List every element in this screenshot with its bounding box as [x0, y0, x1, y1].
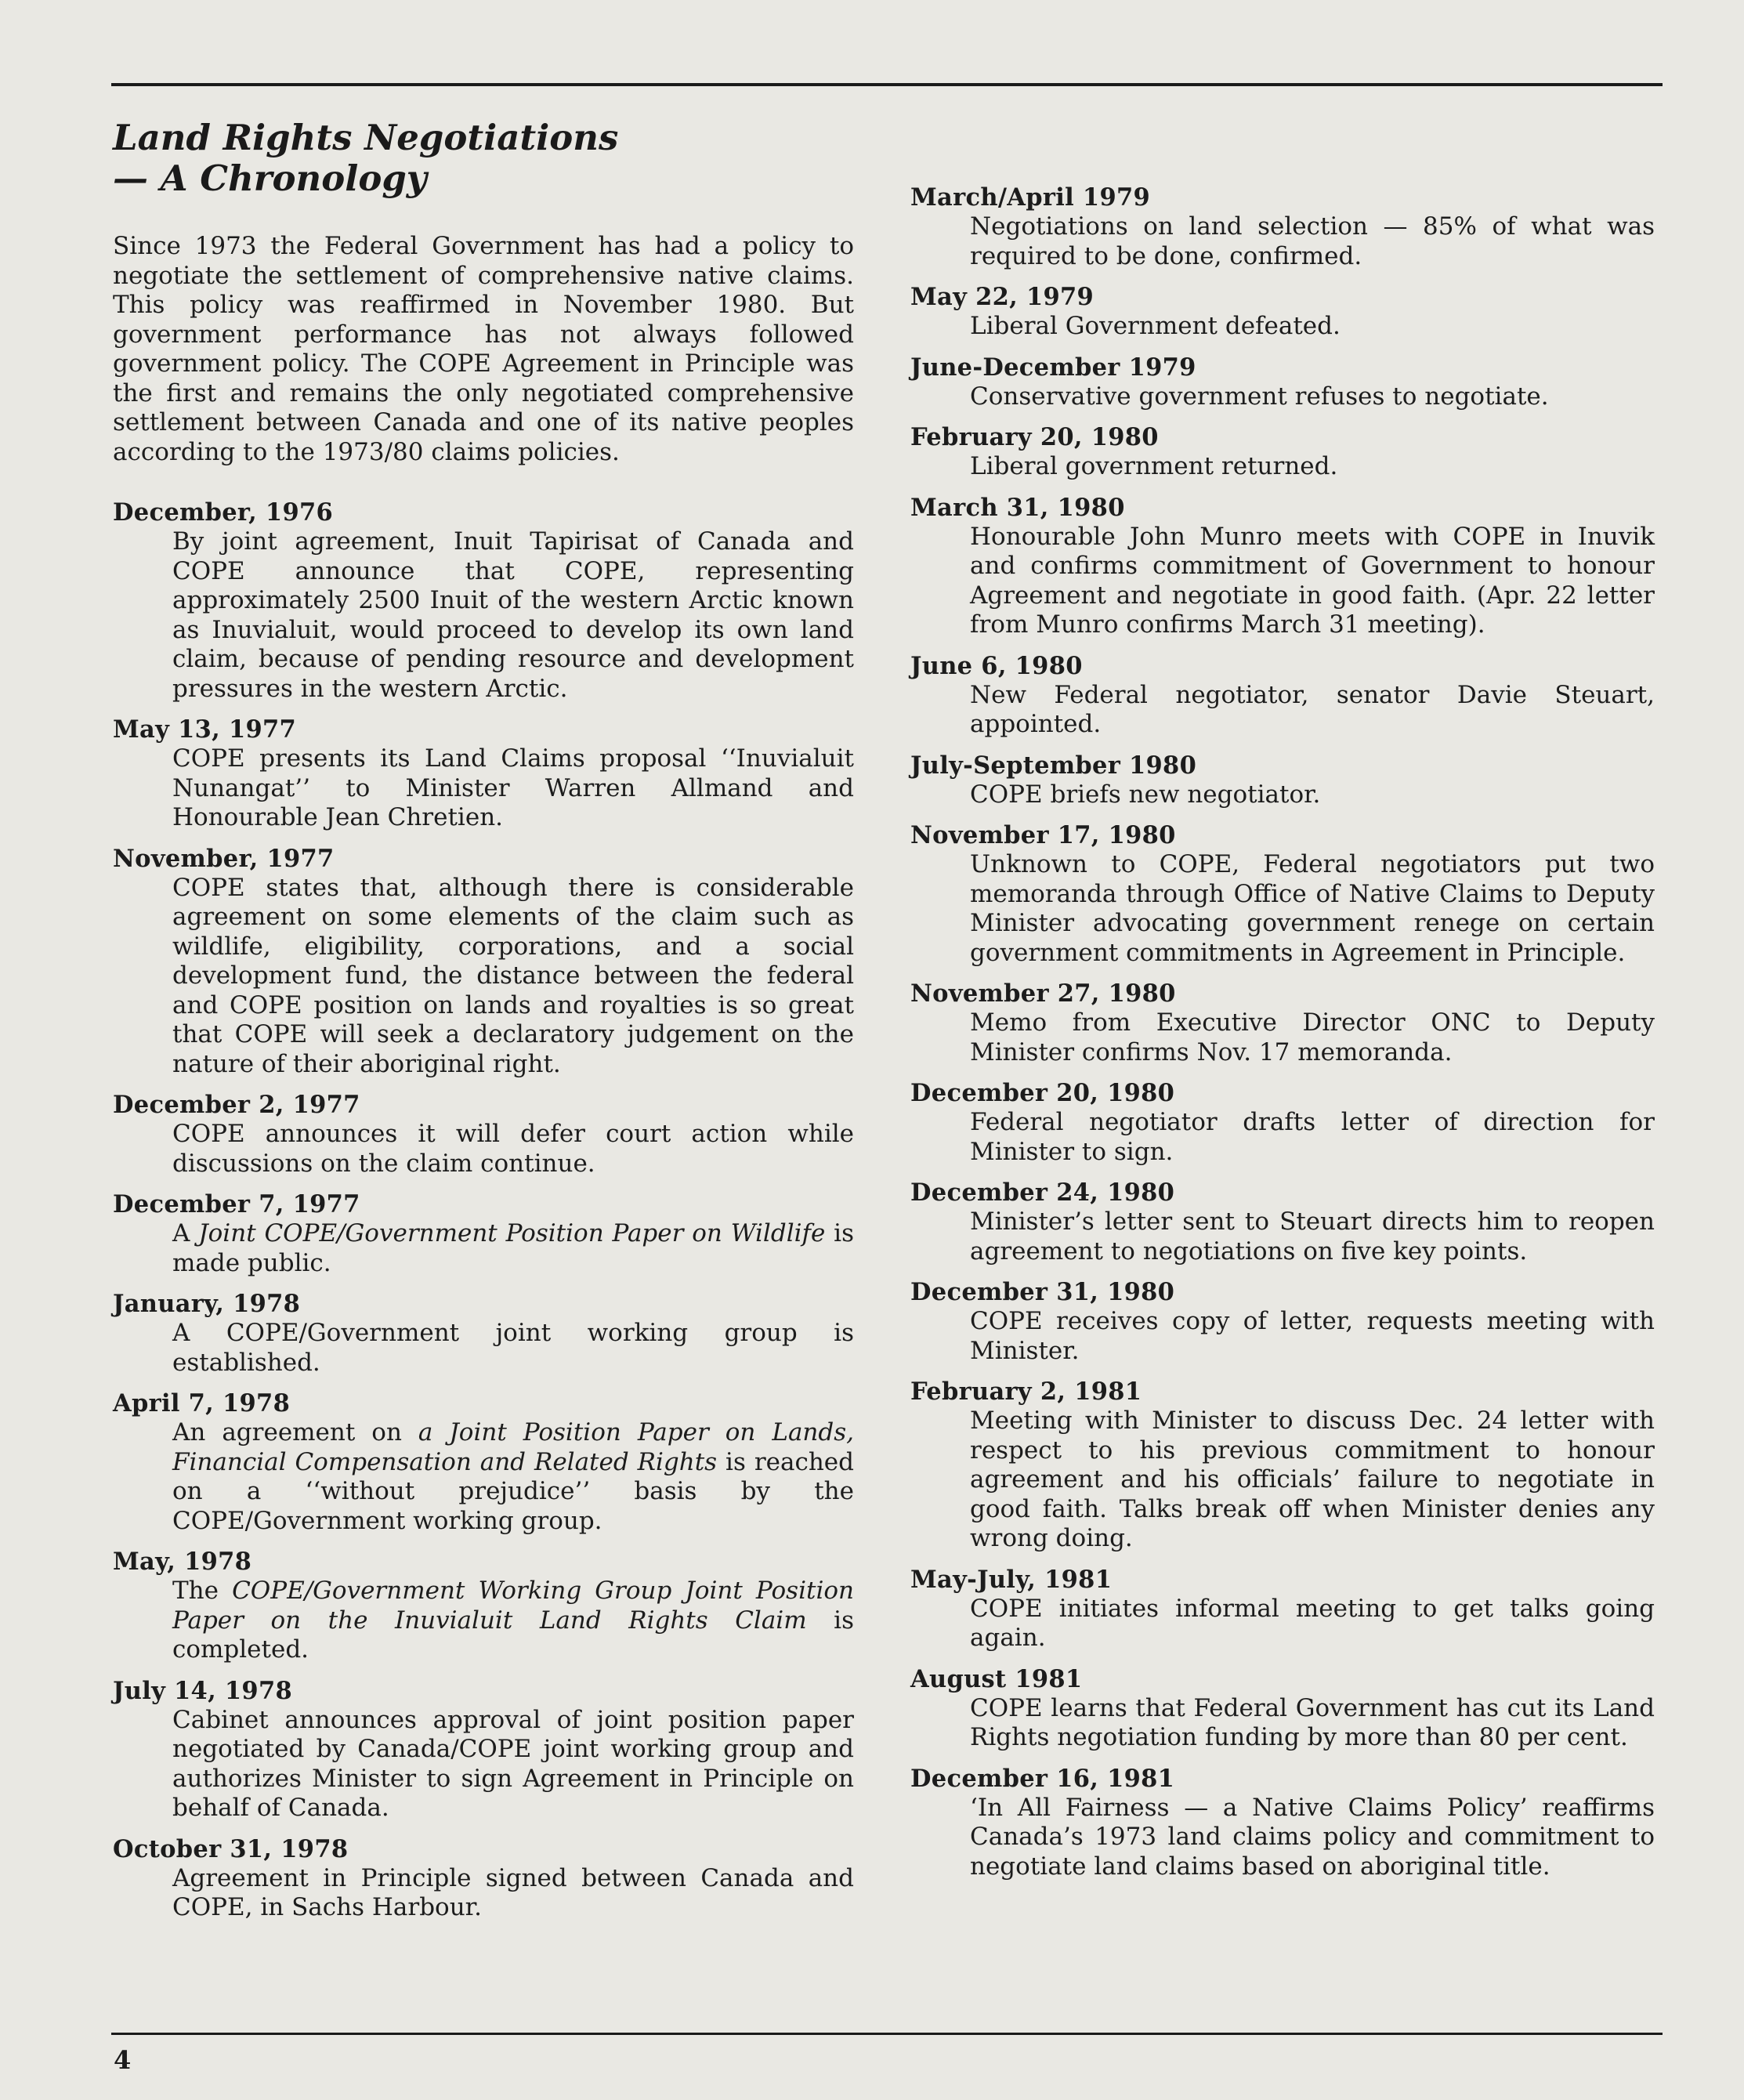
entry-date: June-December 1979 — [910, 353, 1196, 382]
entry-date: June 6, 1980 — [910, 651, 1083, 680]
timeline-entry — [113, 1389, 854, 1536]
entry-text: COPE briefs new negotiator. — [970, 780, 1321, 809]
entry-text: Negotiations on land selection — 85% of what was required to be done, confirmed. — [970, 212, 1655, 270]
entry-text: Unknown to COPE, Federal negotiators put two memoranda through Office of Native Claims to Deputy Minister advocating government renege on certain government commitments in Agreement in Principle. — [970, 850, 1655, 967]
timeline-entry — [910, 1079, 1655, 1167]
entry-date: July 14, 1978 — [113, 1676, 293, 1705]
timeline-entry — [910, 1278, 1655, 1366]
entry-text-post: is made public. — [172, 1219, 854, 1277]
entry-text-italic: COPE/Government Working Group Joint Position Paper on the Inuvialuit Land Rights Claim — [172, 1577, 855, 1635]
timeline-entry — [910, 979, 1655, 1067]
timeline-entry — [113, 498, 854, 704]
entry-text: A COPE/Government joint working group is established. — [172, 1319, 854, 1377]
top-rule — [111, 83, 1663, 86]
entry-text: Meeting with Minister to discuss Dec. 24 letter with respect to his previous commitment to honour agreement and his officials’ failure to negotiate in good faith. Talks break off when Minister denies any wrong doing. — [970, 1407, 1655, 1552]
entry-date: February 20, 1980 — [910, 423, 1159, 451]
entry-date: March/April 1979 — [910, 183, 1151, 212]
page-number: 4 — [114, 2045, 132, 2075]
timeline-entry — [113, 845, 854, 1080]
entry-date: December 16, 1981 — [910, 1764, 1175, 1793]
entry-text: Liberal government returned. — [970, 452, 1338, 480]
entry-date: October 31, 1978 — [113, 1834, 349, 1863]
entry-text-post: is completed. — [172, 1606, 854, 1664]
entry-text — [172, 1418, 854, 1536]
entry-date: August 1981 — [910, 1664, 1083, 1693]
timeline-entry — [910, 751, 1655, 810]
timeline-entry — [113, 1835, 854, 1923]
entry-text: COPE presents its Land Claims proposal ‘‘Inuvialuit Nunangat’’ to Minister Warren Allmand and Honourable Jean Chretien. — [172, 744, 854, 831]
entry-date: December 24, 1980 — [910, 1179, 1175, 1207]
entry-text: COPE states that, although there is considerable agreement on some elements of the claim such as wildlife, eligibility, corporations, and a social development fund, the distance between the federal and COPE position on lands and royalties is so great that COPE will seek a declaratory judgement on the nature of their aboriginal right. — [172, 873, 854, 1078]
timeline-entry — [113, 1190, 854, 1278]
entry-text: New Federal negotiator, senator Davie Steuart, appointed. — [970, 680, 1655, 738]
timeline-entry — [113, 1677, 854, 1823]
entry-date: December 31, 1980 — [910, 1278, 1175, 1306]
entry-date: May-July, 1981 — [910, 1565, 1113, 1594]
entry-text-pre: A — [172, 1219, 199, 1247]
entry-text-post: is reached on a ‘‘without prejudice’’ basis by the COPE/Government working group. — [172, 1447, 854, 1535]
bottom-rule — [111, 2033, 1663, 2035]
entry-date: January, 1978 — [113, 1290, 301, 1318]
entry-text: Agreement in Principle signed between Canada and COPE, in Sachs Harbour. — [172, 1863, 854, 1921]
entry-text: Federal negotiator drafts letter of direction for Minister to sign. — [970, 1108, 1655, 1166]
entry-text: COPE receives copy of letter, requests meeting with Minister. — [970, 1307, 1655, 1365]
timeline-entry — [910, 1179, 1655, 1266]
entry-date: December 2, 1977 — [113, 1091, 360, 1119]
entry-date: November 17, 1980 — [910, 821, 1176, 849]
entry-date: April 7, 1978 — [113, 1389, 291, 1418]
entry-text: By joint agreement, Inuit Tapirisat of Canada and COPE announce that COPE, representing approximately 2500 Inuit of the western Arctic known as Inuvialuit, would proceed to develop its own land claim, because of pending resource and development pressures in the western Arctic. — [172, 527, 854, 703]
entry-date: December, 1976 — [113, 498, 334, 527]
entry-text-pre: The — [172, 1577, 233, 1605]
entry-text: Liberal Government defeated. — [970, 312, 1341, 340]
entry-text: Minister’s letter sent to Steuart directs him to reopen agreement to negotiations on five key points. — [970, 1208, 1655, 1265]
timeline-entry — [910, 283, 1655, 342]
timeline-entry — [113, 1290, 854, 1378]
timeline-entry — [910, 494, 1655, 640]
timeline-entry — [910, 353, 1655, 412]
entry-text — [172, 1219, 854, 1278]
entry-date: February 2, 1981 — [910, 1378, 1142, 1406]
right-column — [910, 183, 1655, 1893]
left-column — [113, 118, 854, 1935]
timeline-entry — [113, 715, 854, 833]
entry-text: Cabinet announces approval of joint position paper negotiated by Canada/COPE joint working group and authorizes Minister to sign Agreement in Principle on behalf of Canada. — [172, 1705, 854, 1822]
entry-date: May, 1978 — [113, 1548, 252, 1576]
entry-text: Honourable John Munro meets with COPE in Inuvik and confirms commitment of Government to honour Agreement and negotiate in good faith. (Apr. 22 letter from Munro confirms March 31 meeting). — [970, 522, 1655, 639]
entry-text: ‘In All Fairness — a Native Claims Policy’ reaffirms Canada’s 1973 land claims policy and commitment to negotiate land claims based on aboriginal title. — [970, 1793, 1655, 1881]
timeline-entry — [910, 1665, 1655, 1753]
timeline-entry — [910, 1566, 1655, 1653]
timeline-entry — [910, 1378, 1655, 1554]
title-line-2: — A Chronology — [113, 158, 427, 199]
entry-text-italic: a Joint Position Paper on Lands, Financial Compensation and Related Rights — [172, 1418, 854, 1476]
timeline-entry — [113, 1548, 854, 1665]
entry-text — [172, 1577, 854, 1665]
entry-date: May 22, 1979 — [910, 283, 1095, 311]
title-line-1: Land Rights Negotiations — [113, 117, 619, 158]
entry-date: December 7, 1977 — [113, 1190, 360, 1218]
entry-date: November, 1977 — [113, 844, 335, 873]
entry-text: COPE learns that Federal Government has cut its Land Rights negotiation funding by more than 80 per cent. — [970, 1693, 1655, 1751]
entry-date: March 31, 1980 — [910, 493, 1125, 522]
timeline-entry — [910, 423, 1655, 482]
timeline-entry — [910, 652, 1655, 740]
entry-text-pre: An agreement on — [172, 1418, 418, 1446]
timeline-entry — [910, 821, 1655, 968]
entry-date: May 13, 1977 — [113, 715, 297, 744]
entry-date: December 20, 1980 — [910, 1079, 1175, 1107]
timeline-entry — [113, 1091, 854, 1179]
entry-date: July-September 1980 — [910, 751, 1197, 780]
timeline-entry — [910, 1765, 1655, 1882]
entry-text-italic: Joint COPE/Government Position Paper on Wildlife — [198, 1219, 826, 1247]
intro-paragraph: Since 1973 the Federal Government has had a policy to negotiate the settlement of comprehensive native claims. This policy was reaffirmed in November 1980. But government performance has not always followed government policy. The COPE Agreement in Principle was the first and remains the only negotiated comprehensive settlement between Canada and one of its native peoples according to the 1973/80 claims policies. — [113, 232, 854, 466]
timeline-entry — [910, 183, 1655, 271]
entry-text: Conservative government refuses to negotiate. — [970, 382, 1549, 411]
entry-text: Memo from Executive Director ONC to Deputy Minister confirms Nov. 17 memoranda. — [970, 1008, 1655, 1066]
entry-date: November 27, 1980 — [910, 979, 1176, 1008]
page-title — [113, 118, 854, 199]
entry-text: COPE announces it will defer court action while discussions on the claim continue. — [172, 1120, 854, 1178]
entry-text: COPE initiates informal meeting to get talks going again. — [970, 1594, 1655, 1652]
